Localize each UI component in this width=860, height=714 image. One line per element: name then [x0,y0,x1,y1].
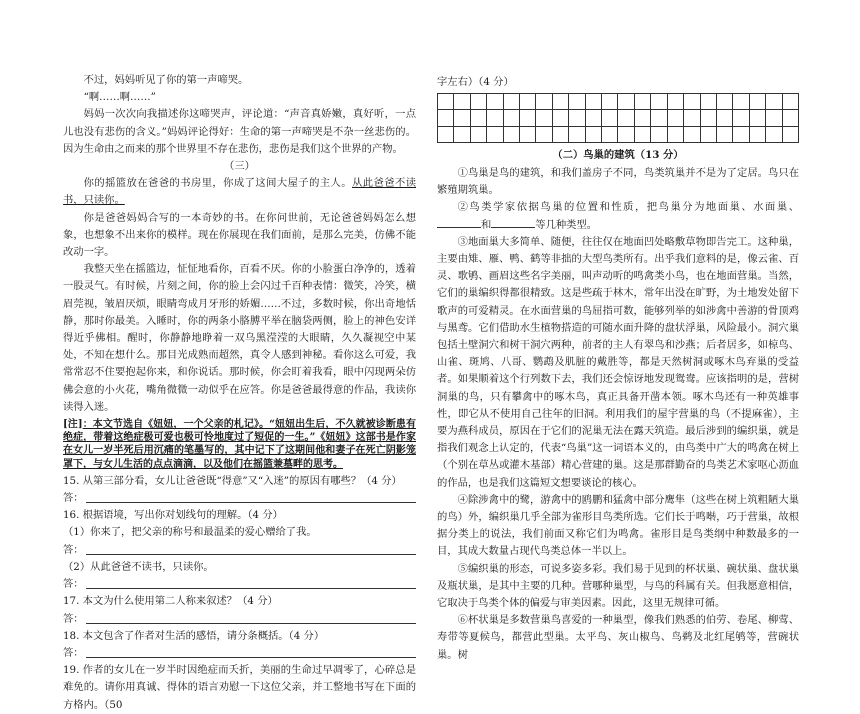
grid-cell[interactable] [684,110,700,126]
footnote-text: ：本文节选自《妞妞，一个父亲的札记》。“妞妞出生后，不久就被诊断患有绝症，带着这绝症极可爱也极可怜地度过了短促的一生。”《妞妞》这部书是作家在女儿一岁半死后用沉痛的笔墨写的，其中记下了这期间他和妻子在死亡阴影笼罩下，与女儿生活的点点滴滴，以及他们在摇篮兼墓畔的思考。 [63,419,416,470]
grid-cell[interactable] [487,110,503,126]
grid-cell[interactable] [667,110,683,126]
grid-cell[interactable] [569,126,585,142]
grid-cell[interactable] [634,126,650,142]
grid-cell[interactable] [470,126,486,142]
paragraph: 我整天坐在摇篮边，怔怔地看你，百看不厌。你的小脸蛋白净净的，透着一股灵气。有时候，片刻之间，你的脸上会闪过千百种表情：微笑，冷笑，横眉莞视，皱眉厌烦，眼睛弯成月牙形的娇媚……不过，多数时候，你出奇地恬静，那时你最美。入睡时，你的两条小胳膊平举在脑袋两侧，脸上的神色安详得近乎佛相。醒时，你静静地睁着一双乌黑滢滢的大眼睛，久久凝视空中某处，不知在想什么。那目光成熟而超然，真令人感到神秘。看你这么可爱，我常常忍不住要抱起你来，和你说话。那时候，你会盯着我看，眼中闪现两朵仿佛会意的小火花，嘴角微微一动似乎在应答。你是爸爸最得意的作品，我读你读得入迷。 [63,263,416,413]
grid-cell[interactable] [503,94,519,110]
grid-cell[interactable] [782,110,798,126]
grid-cell[interactable] [684,126,700,142]
grid-row [438,94,799,110]
paragraph [437,199,799,233]
grid-cell[interactable] [585,110,601,126]
grid-cell[interactable] [749,110,765,126]
left-column [63,72,416,714]
answer-line[interactable] [63,611,416,628]
grid-cell[interactable] [618,94,634,110]
grid-cell[interactable] [438,126,454,142]
grid-cell[interactable] [700,94,716,110]
writing-grid[interactable] [437,93,799,143]
grid-cell[interactable] [651,94,667,110]
section-heading: （三） [224,160,255,173]
question-19: 19. 作者的女儿在一岁半时因绝症而夭折，美丽的生命过早凋零了，心碎总是难免的。请你用真诚、得体的语言劝慰一下这位父亲，并工整地书写在下面的方格内。（50 [63,664,416,711]
paragraph-text: ②鸟类学家依据鸟巢的位置和性质，把鸟巢分为地面巢、水面巢、 [457,201,799,214]
grid-cell[interactable] [733,94,749,110]
grid-cell[interactable] [470,110,486,126]
answer-blank[interactable] [86,490,416,503]
fill-blank[interactable] [491,217,535,228]
underlined-sentence: 从此爸爸不读书，只读你。 [63,177,417,207]
right-column [437,74,799,664]
grid-cell[interactable] [716,126,732,142]
question-16-part-2: （2）从此爸爸不读书，只读你。 [63,560,214,573]
grid-cell[interactable] [716,94,732,110]
answer-line[interactable] [63,645,416,662]
grid-row [438,110,799,126]
grid-cell[interactable] [536,126,552,142]
grid-cell[interactable] [536,110,552,126]
grid-cell[interactable] [569,94,585,110]
grid-cell[interactable] [602,126,618,142]
paragraph: 你是爸爸妈妈合写的一本奇妙的书。在你问世前，无论爸爸妈妈怎么想象，也想象不出来你的模样。现在你展现在我们面前，是那么完美，仿佛不能改动一字。 [63,211,416,259]
paragraph: “啊……啊……” [83,91,156,104]
grid-cell[interactable] [438,94,454,110]
grid-cell[interactable] [520,110,536,126]
question-15: 15. 从第三部分看，女儿让爸爸既“得意”又“入迷”的原因有哪些？（4 分） [63,474,402,487]
grid-cell[interactable] [766,126,782,142]
question-16-part-1: （1）你来了，把父亲的称号和最温柔的爱心赠给了我。 [63,526,317,539]
grid-cell[interactable] [749,126,765,142]
paragraph: ⑤编织巢的形态，可说多姿多彩。我们易于见到的杯状巢、碗状巢、盘状巢及瓶状巢，是其中主要的几种。营哪种巢型，与鸟的科属有关。但我愿意相信，它取决于鸟类个体的偏爱与审美因素。因此，这里无规律可循。 [437,562,799,610]
paragraph: 不过，妈妈听见了你的第一声啼哭。 [83,74,249,86]
answer-label: 答： [63,612,84,625]
answer-label: 答： [63,543,84,556]
grid-cell[interactable] [700,126,716,142]
answer-label: 答： [63,646,84,659]
footnote-label: [注] [63,419,83,431]
grid-cell[interactable] [667,94,683,110]
grid-row [438,126,799,142]
grid-cell[interactable] [552,110,568,126]
grid-cell[interactable] [651,126,667,142]
grid-cell[interactable] [520,94,536,110]
grid-cell[interactable] [503,126,519,142]
grid-cell[interactable] [651,110,667,126]
grid-cell[interactable] [766,110,782,126]
grid-cell[interactable] [569,110,585,126]
fill-blank[interactable] [437,217,481,228]
grid-cell[interactable] [487,126,503,142]
paragraph: 妈妈一次次向我描述你这啼哭声，评论道：“声音真娇嫩，真好听，一点儿也没有悲伤的含义。”妈妈评论得好：生命的第一声啼哭是不杂一丝悲伤的。因为生命由之而来的那个世界里不存在悲伤，悲伤是我们这个世界的产物。 [63,108,416,155]
paragraph-text: 等几种类型。 [535,218,598,231]
paragraph: ④除涉禽中的鹭，游禽中的鸥鹏和猛禽中部分鹰隼（这些在树上筑粗陋大巢的鸟）外，编织巢几乎全部为雀形目鸟类所选。它们长于鸣啭，巧于营巢，故根据分类上的说法，我们前面又称它们为鸣禽。雀形目是鸟类纲中种数最多的一目，其成大数量占现代鸟类总体一半以上。 [437,493,799,558]
grid-cell[interactable] [700,110,716,126]
answer-blank[interactable] [86,611,416,624]
paragraph-text: 你的摇篮放在爸爸的书房里，你成了这间大屋子的主人。 [83,177,353,190]
grid-cell[interactable] [782,94,798,110]
grid-cell[interactable] [454,110,470,126]
grid-cell[interactable] [602,94,618,110]
answer-blank[interactable] [86,645,416,658]
answer-line[interactable] [63,490,416,507]
grid-cell[interactable] [684,94,700,110]
answer-label: 答： [63,492,84,505]
paragraph-text: 和 [481,218,492,231]
grid-cell[interactable] [733,126,749,142]
answer-line[interactable] [63,576,416,593]
grid-cell[interactable] [536,94,552,110]
grid-cell[interactable] [602,110,618,126]
section-title: （二）鸟巢的建筑（13 分） [552,148,684,161]
paragraph: ①鸟巢是鸟的建筑，和我们盖房子不同，鸟类筑巢并不是为了定居。鸟只在繁殖期筑巢。 [437,166,799,197]
question-18: 18. 本文包含了作者对生活的感悟，请分条概括。（4 分） [63,629,325,642]
grid-cell[interactable] [733,110,749,126]
question-17: 17. 本文为什么使用第二人称来叙述？（4 分） [63,595,278,608]
grid-cell[interactable] [454,94,470,110]
paragraph: ⑥杯状巢是多数营巢鸟喜爱的一种巢型，像我们熟悉的伯劳、卷尾、柳莺、寿带等夏候鸟，都营此型巢。太平鸟、灰山椒鸟、鸟鹈及北红尾鸲等，营碗状巢。树 [437,614,799,661]
paragraph [63,175,416,209]
answer-blank[interactable] [86,576,416,589]
grid-cell[interactable] [503,110,519,126]
question-16: 16. 根据语境，写出你对划线句的理解。（4 分） [63,509,283,522]
grid-cell[interactable] [667,126,683,142]
grid-cell[interactable] [766,94,782,110]
paragraph: ③地面巢大多简单、随便，往往仅在地面凹处略敷草物即告完工。这种巢，主要由雉、雁、鸭、鹤等非拙的大型鸟类所有。出乎我们意料的是，像云雀、百灵、歌鸲、画眉这些名字美丽，叫声动听的鸣禽类小鸟，也在地面营巢。当然，它们的巢编织得都很精致。这是些疏于林木，常年出没在旷野，为土地发处留下歌声的可爱精灵。在水面营巢的鸟屈指可数，能够列举的如涉禽中善游的骨顶鸡与黑鸢。它们借助水生植物搭造的可随水面升降的盘状浮巢，风险最小。洞穴巢包括土壁洞穴和树干洞穴两种，前者的主人有翠鸟和沙燕；后者居多，如椋鸟、山雀、斑鸠、八哥、鹦鹉及肌脏的戴胜等，都是天然树洞或啄木鸟弃巢的受益者。如果顺着这个行列数下去，我们还会惊讶地发现鸳鸯。应该指明的是，营树洞巢的鸟，只有攀禽中的啄木鸟，真正具备开凿本领。啄木鸟还有一种英雄事性，即它从不使用自己往年的旧洞。利用我们的屋宇营巢的鸟（不提麻雀），主要为燕科成员，原因在于它们的泥巢无法在露天筑造。最后涉到的编织巢，就是指我们观念上认定的，代表“鸟巢”这一词语本义的，由鸟类中广大的鸣禽在树上（个别在草丛或灌木基部）精心营建的巢。这是那群勤奋的鸟类艺术家呕心沥血的作品，也是我们这篇短文想要谈论的核心。 [437,235,799,489]
grid-cell[interactable] [618,110,634,126]
grid-cell[interactable] [552,94,568,110]
grid-cell[interactable] [716,110,732,126]
grid-cell[interactable] [634,110,650,126]
grid-cell[interactable] [520,126,536,142]
answer-label: 答： [63,578,84,591]
grid-cell[interactable] [782,126,798,142]
grid-cell[interactable] [454,126,470,142]
footnote [63,418,416,471]
answer-line[interactable] [63,542,416,559]
grid-cell[interactable] [634,94,650,110]
grid-cell[interactable] [470,94,486,110]
grid-cell[interactable] [552,126,568,142]
question-19-continuation: 字左右）（4 分） [437,76,514,88]
answer-blank[interactable] [86,542,416,555]
grid-cell[interactable] [749,94,765,110]
grid-cell[interactable] [618,126,634,142]
grid-cell[interactable] [585,126,601,142]
grid-cell[interactable] [487,94,503,110]
grid-cell[interactable] [438,110,454,126]
grid-cell[interactable] [585,94,601,110]
